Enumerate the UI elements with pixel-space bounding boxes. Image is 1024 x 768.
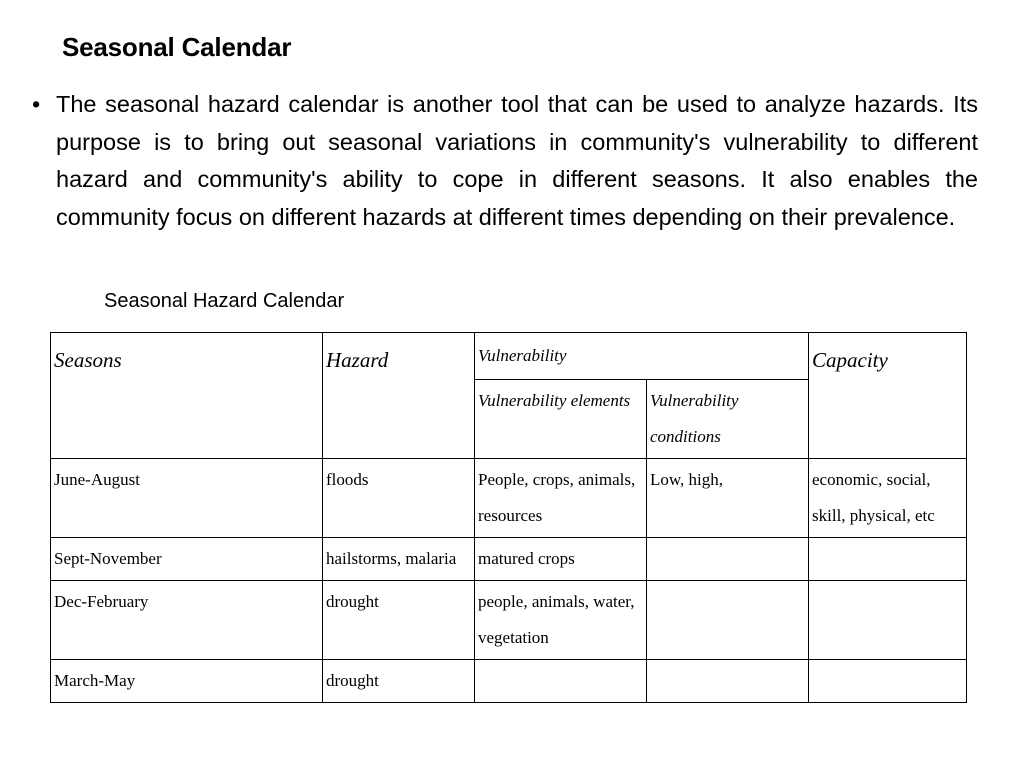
table-row <box>51 581 967 660</box>
cell-capacity: economic, social, skill, physical, etc <box>809 459 967 538</box>
cell-capacity <box>809 660 967 703</box>
table-row <box>51 660 967 703</box>
cell-season: Sept-November <box>51 538 323 581</box>
cell-conditions: Low, high, <box>647 459 809 538</box>
cell-hazard: hailstorms, malaria <box>323 538 475 581</box>
cell-season: June-August <box>51 459 323 538</box>
cell-conditions <box>647 660 809 703</box>
table-row <box>51 459 967 538</box>
cell-elements: People, crops, animals, resources <box>475 459 647 538</box>
header-row <box>51 333 967 380</box>
cell-hazard: drought <box>323 660 475 703</box>
cell-capacity <box>809 538 967 581</box>
bullet-paragraph <box>32 86 978 236</box>
header-vulnerability: Vulnerability <box>475 333 809 380</box>
cell-conditions <box>647 581 809 660</box>
seasonal-hazard-table <box>50 332 967 703</box>
cell-elements: people, animals, water, vegetation <box>475 581 647 660</box>
header-seasons: Seasons <box>51 333 323 459</box>
slide-title: Seasonal Calendar <box>62 32 292 62</box>
table-caption: Seasonal Hazard Calendar <box>104 290 345 312</box>
header-vulnerability-conditions: Vulnerability conditions <box>647 380 809 459</box>
bullet-text: The seasonal hazard calendar is another tool that can be used to analyze hazards. Its purpose is to bring out seasonal variations in community's vulnerability to different hazard and community's ability to cope in different seasons. It also enables the community focus on different hazards at different times depending on their prevalence. <box>56 91 978 230</box>
cell-season: Dec-February <box>51 581 323 660</box>
cell-elements: matured crops <box>475 538 647 581</box>
cell-elements <box>475 660 647 703</box>
header-hazard: Hazard <box>323 333 475 459</box>
cell-conditions <box>647 538 809 581</box>
cell-hazard: drought <box>323 581 475 660</box>
cell-season: March-May <box>51 660 323 703</box>
bullet-dot-icon: • <box>32 91 41 117</box>
header-capacity: Capacity <box>809 333 967 459</box>
table-row <box>51 538 967 581</box>
header-vulnerability-elements: Vulnerability elements <box>475 380 647 459</box>
cell-capacity <box>809 581 967 660</box>
cell-hazard: floods <box>323 459 475 538</box>
